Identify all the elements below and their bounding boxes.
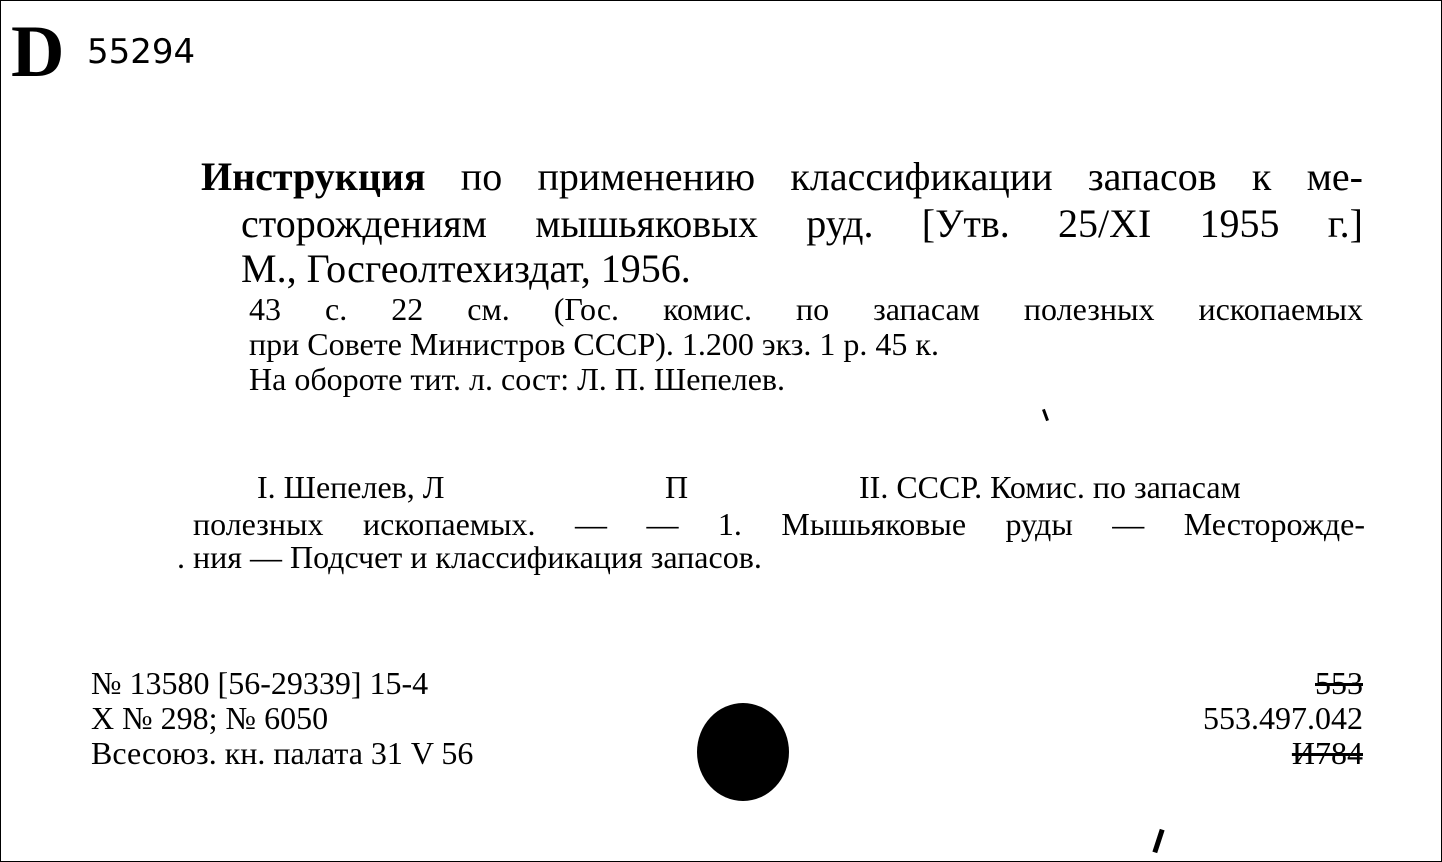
tracing-line-3: . ния — Подсчет и классификация запасов. xyxy=(177,539,762,575)
order-numbers: X № 298; № 6050 xyxy=(91,700,329,736)
author-code-struck: И784 xyxy=(1291,735,1363,771)
tracing-corporate: II. СССР. Комис. по запасам xyxy=(859,469,1241,505)
speck-mark xyxy=(1042,409,1049,421)
tracing-author: I. Шепелев, Л xyxy=(257,469,445,505)
note-line: На обороте тит. л. сост: Л. П. Шепелев. xyxy=(249,361,785,397)
chamber-stamp: Всесоюз. кн. палата 31 V 56 xyxy=(91,735,474,771)
physical-description-line-1: 43 с. 22 см. (Гос. комис. по запасам полезных ископаемых xyxy=(249,291,1363,327)
tracing-line-2: полезных ископаемых. — — 1. Мышьяковые руды — Месторожде- xyxy=(193,506,1365,542)
imprint-line: М., Госгеолтехиздат, 1956. xyxy=(241,246,691,291)
corner-number: 55294 xyxy=(87,32,196,72)
title-heading: Инструкция xyxy=(201,154,426,199)
pencil-mark xyxy=(1152,829,1164,853)
tracing-initial: П xyxy=(665,469,689,505)
physical-description-line-2: при Совете Министров СССР). 1.200 экз. 1 р. 45 к. xyxy=(249,326,939,362)
title-text: по применению классификации запасов к ме- xyxy=(425,154,1363,199)
classification-struck: 553 xyxy=(1315,665,1363,701)
title-line-1 xyxy=(201,154,1363,199)
title-line-2: сторождениям мышьяковых руд. [Утв. 25/XI 1955 г.] xyxy=(241,201,1363,246)
registry-number: № 13580 [56-29339] 15-4 xyxy=(91,665,429,701)
corner-letter: D xyxy=(11,11,65,93)
punch-hole xyxy=(697,703,789,801)
udc-number: 553.497.042 xyxy=(1203,700,1363,736)
